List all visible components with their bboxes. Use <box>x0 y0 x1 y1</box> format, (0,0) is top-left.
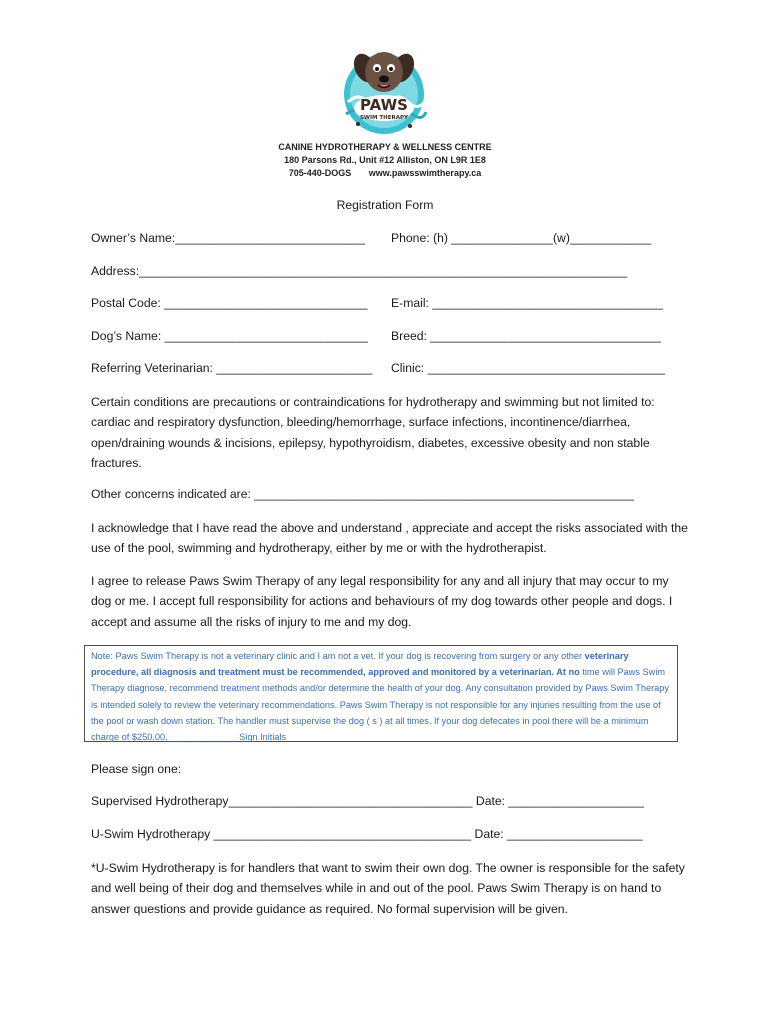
form-title: Registration Form <box>336 198 434 212</box>
paws-swim-therapy-logo <box>338 42 430 138</box>
supervised-hydrotherapy-line[interactable]: Supervised Hydrotherapy____________________________________ Date: ____________________ <box>91 794 644 808</box>
owner-name-field[interactable]: Owner’s Name:____________________________ <box>91 231 365 245</box>
postal-code-field[interactable]: Postal Code: ______________________________ <box>91 296 368 310</box>
phone-field[interactable]: Phone: (h) _______________(w)____________ <box>391 231 652 245</box>
org-name: CANINE HYDROTHERAPY & WELLNESS CENTRE <box>278 142 492 152</box>
acknowledge-paragraph: I acknowledge that I have read the above and understand , appreciate and accept the risks associated with the use of the pool, swimming and hydrotherapy, either by me or with the hydrotherapist. <box>91 521 688 556</box>
org-phone: 705-440-DOGS <box>288 168 352 178</box>
conditions-paragraph: Certain conditions are precautions or contraindications for hydrotherapy and swimming but not limited to: cardiac and respiratory dysfunction, bleeding/hemorrhage, surface infections, incontinence/diarrhea, open/draining wounds & incisions, epilepsy, hypothyroidism, diabetes, excessive obesity and non stable fractures. <box>91 395 655 470</box>
address-field[interactable]: Address:________________________________________________________________________ <box>91 264 628 278</box>
note-text-bold: veterinary procedure, all diagnosis and treatment must be recommended, approved and monitored by a veterinarian. At no <box>91 651 629 678</box>
release-paragraph: I agree to release Paws Swim Therapy of any legal responsibility for any and all injury that may occur to my dog or me. I accept full responsibility for actions and behaviours of my dog towards other people and dogs. I accept and assume all the risks of injury to me and my dog. <box>91 574 673 629</box>
breed-field[interactable]: Breed: __________________________________ <box>391 329 661 343</box>
please-sign-label: Please sign one: <box>91 762 182 776</box>
other-concerns-field[interactable]: Other concerns indicated are: ________________________________________________________ <box>91 487 634 501</box>
dog-name-field[interactable]: Dog’s Name: ______________________________ <box>91 329 368 343</box>
note-text-2: time will Paws Swim Therapy diagnose, recommend treatment methods and/or determine the health of your dog. Any consultation provided by Paws Swim Therapy is intended solely to review the veterinary recommendations. Paws Swim Therapy is not responsible for any injuries resulting from the use of the pool or wash down station. The handler must supervise the dog ( s ) at all times. If your dog defecates in pool there will be a minimum charge of $250.00. _____________ Sign Initials <box>91 667 669 743</box>
uswim-hydrotherapy-line[interactable]: U-Swim Hydrotherapy ______________________________________ Date: ____________________ <box>91 827 643 841</box>
org-address: 180 Parsons Rd., Unit #12 Alliston, ON L9R 1E8 <box>284 155 486 165</box>
logo-word-paws: PAWS <box>360 96 408 114</box>
email-field[interactable]: E-mail: __________________________________ <box>391 296 663 310</box>
note-text-1: Note: Paws Swim Therapy is not a veterinary clinic and I am not a vet. If your dog is recovering from surgery or any other <box>91 651 583 661</box>
org-contact <box>0 168 770 178</box>
veterinary-note-box <box>84 645 678 742</box>
logo-word-swim-therapy: SWIM THERAPY <box>359 115 409 121</box>
uswim-footnote: *U-Swim Hydrotherapy is for handlers that want to swim their own dog. The owner is responsible for the safety and well being of their dog and themselves while in and out of the pool. Paws Swim Therapy is on hand to answer questions and provide guidance as required. No formal supervision will be given. <box>91 861 685 916</box>
org-website: www.pawsswimtherapy.ca <box>368 168 482 178</box>
referring-vet-field[interactable]: Referring Veterinarian: _______________________ <box>91 361 373 375</box>
clinic-field[interactable]: Clinic: ___________________________________ <box>391 361 665 375</box>
